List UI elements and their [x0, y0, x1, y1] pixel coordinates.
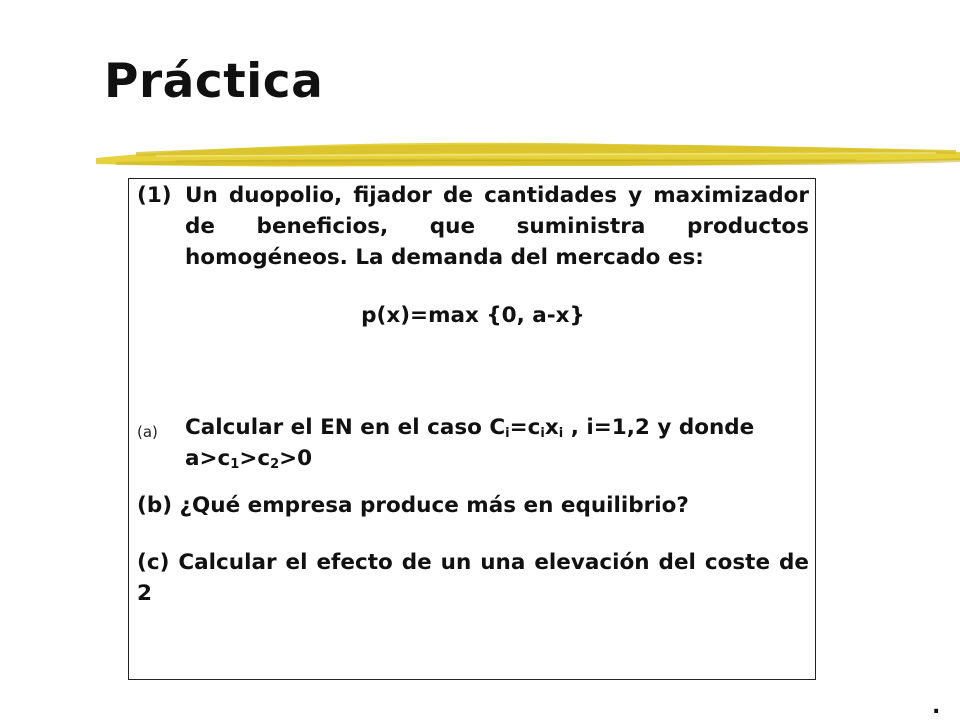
item-b-label: (b) — [137, 493, 173, 518]
footer-dot: . — [932, 694, 941, 719]
item-a — [137, 412, 809, 474]
item-c-label: (c) — [137, 550, 170, 575]
decorative-brush-stroke — [96, 136, 960, 180]
item-a-text: Calcular el EN en el caso $C_i=c_ix_i$ , i=1,2 y donde $a>c_1>c_2>0$ — [185, 415, 755, 472]
content-box — [128, 178, 816, 680]
item-a-label: (a) — [137, 423, 158, 441]
item-b — [137, 490, 809, 521]
item-c-text: (c) Calcular el efecto de un una elevación del coste de 2 — [137, 550, 809, 606]
slide-title: Práctica — [104, 54, 324, 109]
demand-formula: p(x)=max {0, a-x} — [361, 303, 585, 328]
item-1-label: (1) — [137, 183, 172, 208]
item-1-text: Un duopolio, fijador de cantidades y maximizador de beneficios, que suministra productos homogéneos. La demanda del mercado es: — [185, 183, 809, 270]
item-c — [137, 547, 809, 609]
item-b-text: (b) ¿Qué empresa produce más en equilibrio? — [137, 493, 689, 518]
item-1 — [137, 180, 809, 273]
